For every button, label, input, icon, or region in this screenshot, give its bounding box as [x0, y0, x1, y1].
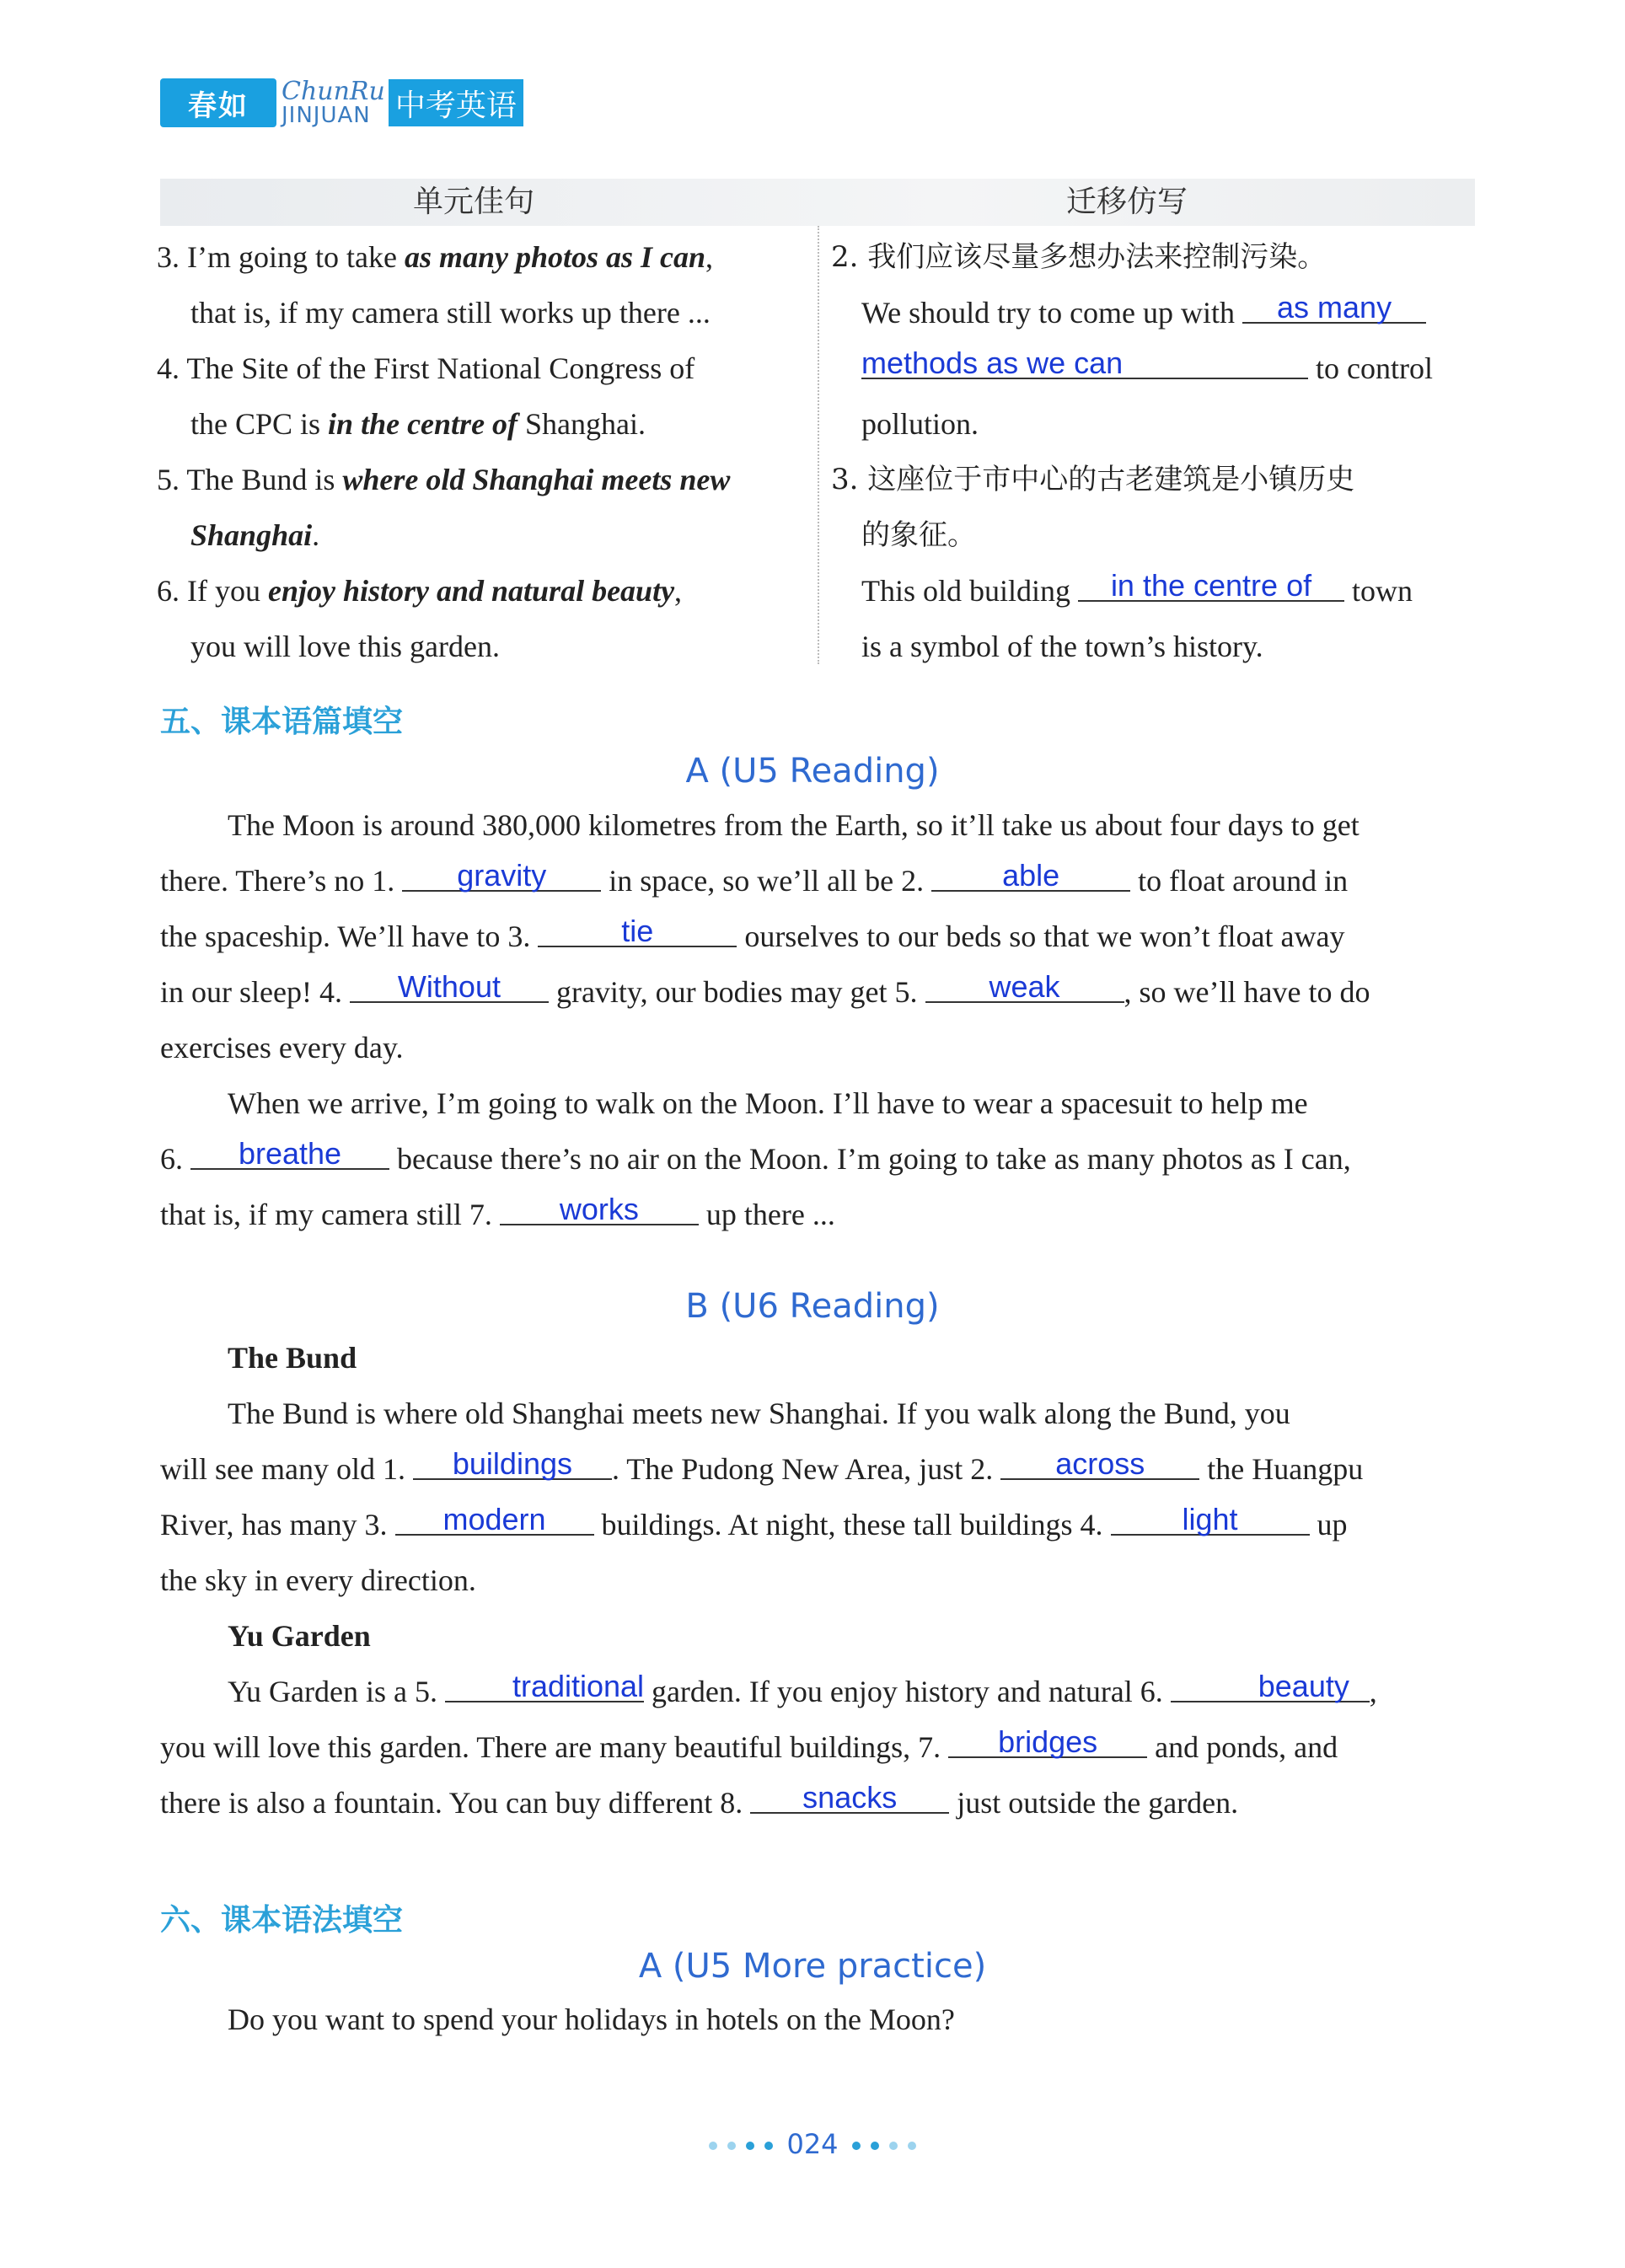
- footer-dot-icon: [764, 2142, 773, 2150]
- page-number: 024: [786, 2128, 839, 2160]
- footer-dot-icon: [852, 2142, 861, 2150]
- a-line-8: that is, if my camera still 7. works up there ...: [160, 1192, 835, 1231]
- right-line-2b: We should try to come up with as many: [861, 294, 1426, 331]
- left-line-5b: Shanghai.: [190, 518, 320, 552]
- left-line-3b: that is, if my camera still works up there ...: [190, 296, 711, 330]
- section5-b-passage: [160, 1330, 1475, 1831]
- answer-b3[interactable]: modern: [395, 1505, 594, 1536]
- b-line-4: the sky in every direction.: [160, 1563, 476, 1597]
- col-right-title: 迁移仿写: [1066, 185, 1188, 219]
- answer-b8[interactable]: snacks: [750, 1783, 949, 1814]
- answer-methods-as-we-can[interactable]: methods as we can: [861, 349, 1308, 379]
- b-line-1: The Bund is where old Shanghai meets new Shanghai. If you walk along the Bund, you: [228, 1397, 1290, 1430]
- answer-as-many[interactable]: as many: [1242, 293, 1426, 324]
- answer-b4[interactable]: light: [1111, 1505, 1310, 1536]
- series-tag: 中考英语: [389, 79, 523, 126]
- footer-dot-icon: [871, 2142, 879, 2150]
- answer-a4[interactable]: Without: [350, 973, 549, 1003]
- section5-a-passage: [160, 797, 1475, 1242]
- right-line-2d: pollution.: [861, 407, 979, 441]
- right-line-3b: 的象征。: [861, 518, 976, 552]
- a-line-6: When we arrive, I’m going to walk on the Moon. I’ll have to wear a spacesuit to help me: [228, 1086, 1308, 1120]
- b-line-5: Yu Garden is a 5. traditional garden. If you enjoy history and natural 6. beauty ,: [228, 1669, 1377, 1708]
- logo-script: ChunRu: [282, 77, 385, 106]
- a-line-2: there. There’s no 1. gravity in space, so we’ll all be 2. able to float around in: [160, 858, 1349, 898]
- b-line-7: there is also a fountain. You can buy different 8. snacks just outside the garden.: [160, 1780, 1239, 1820]
- answer-a3[interactable]: tie: [538, 917, 737, 947]
- b-line-6: you will love this garden. There are many beautiful buildings, 7. bridges and ponds, and: [160, 1724, 1338, 1764]
- a-line-1: The Moon is around 380,000 kilometres from the Earth, so it’ll take us about four days to get: [228, 808, 1360, 842]
- right-line-3d: is a symbol of the town’s history.: [861, 630, 1263, 663]
- answer-b2[interactable]: across: [1000, 1450, 1199, 1480]
- left-line-6b: you will love this garden.: [190, 630, 500, 663]
- footer-dot-icon: [709, 2142, 717, 2150]
- answer-a7[interactable]: works: [500, 1195, 699, 1225]
- footer-dot-icon: [889, 2142, 898, 2150]
- section5-title: 五、课本语篇填空: [160, 704, 404, 739]
- brand-header: [160, 78, 523, 128]
- b-heading-bund: The Bund: [228, 1341, 357, 1375]
- footer-dot-icon: [746, 2142, 754, 2150]
- b-heading-yu-garden: Yu Garden: [228, 1619, 371, 1653]
- left-line-6a: 6. If you enjoy history and natural beauty,: [157, 574, 683, 608]
- table-header-band: [160, 179, 1475, 226]
- b-line-2: will see many old 1. buildings . The Pudong New Area, just 2. across the Huangpu: [160, 1446, 1364, 1486]
- answer-in-the-centre-of[interactable]: in the centre of: [1078, 571, 1344, 602]
- b-line-3: River, has many 3. modern buildings. At night, these tall buildings 4. light up: [160, 1502, 1348, 1541]
- footer-dot-icon: [727, 2142, 736, 2150]
- section5-b-title: B (U6 Reading): [685, 1287, 940, 1326]
- right-line-2c: methods as we can to control: [861, 346, 1433, 385]
- a-line-4: in our sleep! 4. Without gravity, our bodies may get 5. weak , so we’ll have to do: [160, 969, 1370, 1009]
- logo-text: [282, 79, 385, 126]
- left-line-4b: the CPC is in the centre of Shanghai.: [190, 407, 646, 441]
- answer-a2[interactable]: able: [931, 861, 1130, 892]
- col-left-title: 单元佳句: [413, 185, 535, 219]
- footer-dot-icon: [908, 2142, 916, 2150]
- a-line-3: the spaceship. We’ll have to 3. tie ourselves to our beds so that we won’t float away: [160, 914, 1345, 953]
- answer-a1[interactable]: gravity: [402, 861, 601, 892]
- table-divider: [818, 226, 819, 664]
- answer-b7[interactable]: bridges: [948, 1728, 1147, 1758]
- section5-a-title: A (U5 Reading): [685, 752, 940, 791]
- logo-mark: 春如: [160, 78, 276, 127]
- left-line-4a: 4. The Site of the First National Congress of: [157, 351, 695, 385]
- answer-b1[interactable]: buildings: [413, 1450, 612, 1480]
- section6-line-1: Do you want to spend your holidays in hotels on the Moon?: [228, 2003, 955, 2036]
- left-line-3a: 3. I’m going to take as many photos as I can,: [157, 240, 714, 274]
- right-line-3c: This old building in the centre of town: [861, 568, 1413, 608]
- answer-b5[interactable]: traditional: [445, 1672, 644, 1702]
- right-line-3a: 3. 这座位于市中心的古老建筑是小镇历史: [831, 463, 1355, 496]
- right-line-2a: 2. 我们应该尽量多想办法来控制污染。: [831, 240, 1327, 274]
- a-line-5: exercises every day.: [160, 1031, 404, 1064]
- section6-title: 六、课本语法填空: [160, 1902, 404, 1938]
- a-line-7: 6. breathe because there’s no air on the Moon. I’m going to take as many photos as I can,: [160, 1136, 1351, 1176]
- left-line-5a: 5. The Bund is where old Shanghai meets new: [157, 463, 731, 496]
- section6-a-title: A (U5 More practice): [638, 1947, 987, 1986]
- answer-b6[interactable]: beauty: [1171, 1672, 1370, 1702]
- answer-a6[interactable]: breathe: [190, 1139, 389, 1170]
- answer-a5[interactable]: weak: [925, 973, 1124, 1003]
- logo-latin: JINJUAN: [282, 103, 371, 128]
- page-footer: [0, 2128, 1625, 2160]
